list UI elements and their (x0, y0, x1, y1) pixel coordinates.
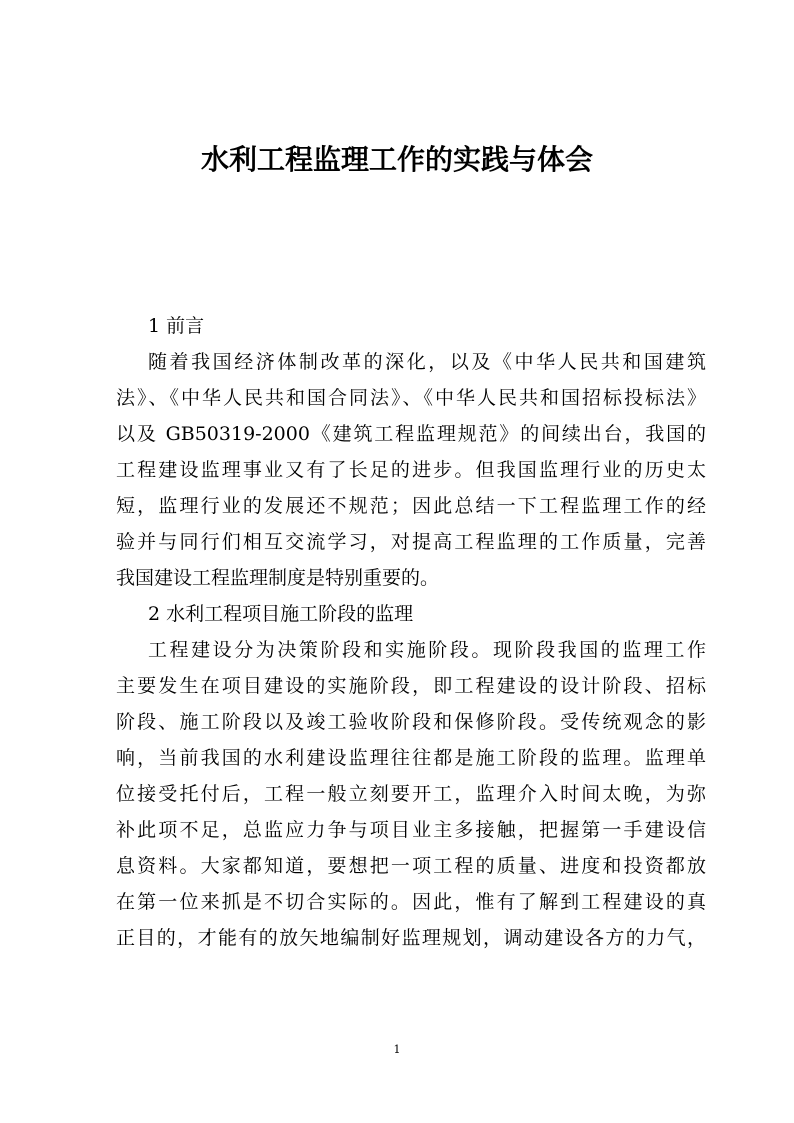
paragraph-line: 正目的，才能有的放矢地编制好监理规划，调动建设各方的力气， (116, 927, 706, 949)
paragraph-line: 阶段、施工阶段以及竣工验收阶段和保修阶段。受传统观念的影 (116, 711, 706, 733)
paragraph-line: 以及 GB50319-2000《建筑工程监理规范》的间续出台，我国的 (116, 423, 706, 445)
paragraph-line: 补此项不足，总监应力争与项目业主多接触，把握第一手建设信 (116, 819, 706, 841)
section-heading: 1 前言 (148, 315, 205, 337)
paragraph-line: 主要发生在项目建设的实施阶段，即工程建设的设计阶段、招标 (116, 675, 706, 697)
paragraph-line: 短，监理行业的发展还不规范；因此总结一下工程监理工作的经 (116, 495, 706, 517)
paragraph-line: 工程建设分为决策阶段和实施阶段。现阶段我国的监理工作 (148, 639, 706, 661)
paragraph-line: 在第一位来抓是不切合实际的。因此，惟有了解到工程建设的真 (116, 891, 706, 913)
paragraph-line: 响，当前我国的水利建设监理往往都是施工阶段的监理。监理单 (116, 747, 706, 769)
paragraph-line: 验并与同行们相互交流学习，对提高工程监理的工作质量，完善 (116, 531, 706, 553)
page-number: 1 (393, 1043, 401, 1056)
section-heading: 2 水利工程项目施工阶段的监理 (148, 603, 414, 625)
paragraph-line: 法》、《中华人民共和国合同法》、《中华人民共和国招标投标法》 (116, 387, 706, 409)
document-title: 水利工程监理工作的实践与体会 (200, 143, 593, 176)
paragraph-line: 位接受托付后，工程一般立刻要开工，监理介入时间太晚，为弥 (116, 783, 706, 805)
paragraph-line: 我国建设工程监理制度是特别重要的。 (116, 567, 440, 589)
paragraph-line: 工程建设监理事业又有了长足的进步。但我国监理行业的历史太 (116, 459, 706, 481)
paragraph-line: 息资料。大家都知道，要想把一项工程的质量、进度和投资都放 (116, 855, 706, 877)
paragraph-line: 随着我国经济体制改革的深化，以及《中华人民共和国建筑 (148, 351, 706, 373)
document-body (116, 308, 706, 956)
